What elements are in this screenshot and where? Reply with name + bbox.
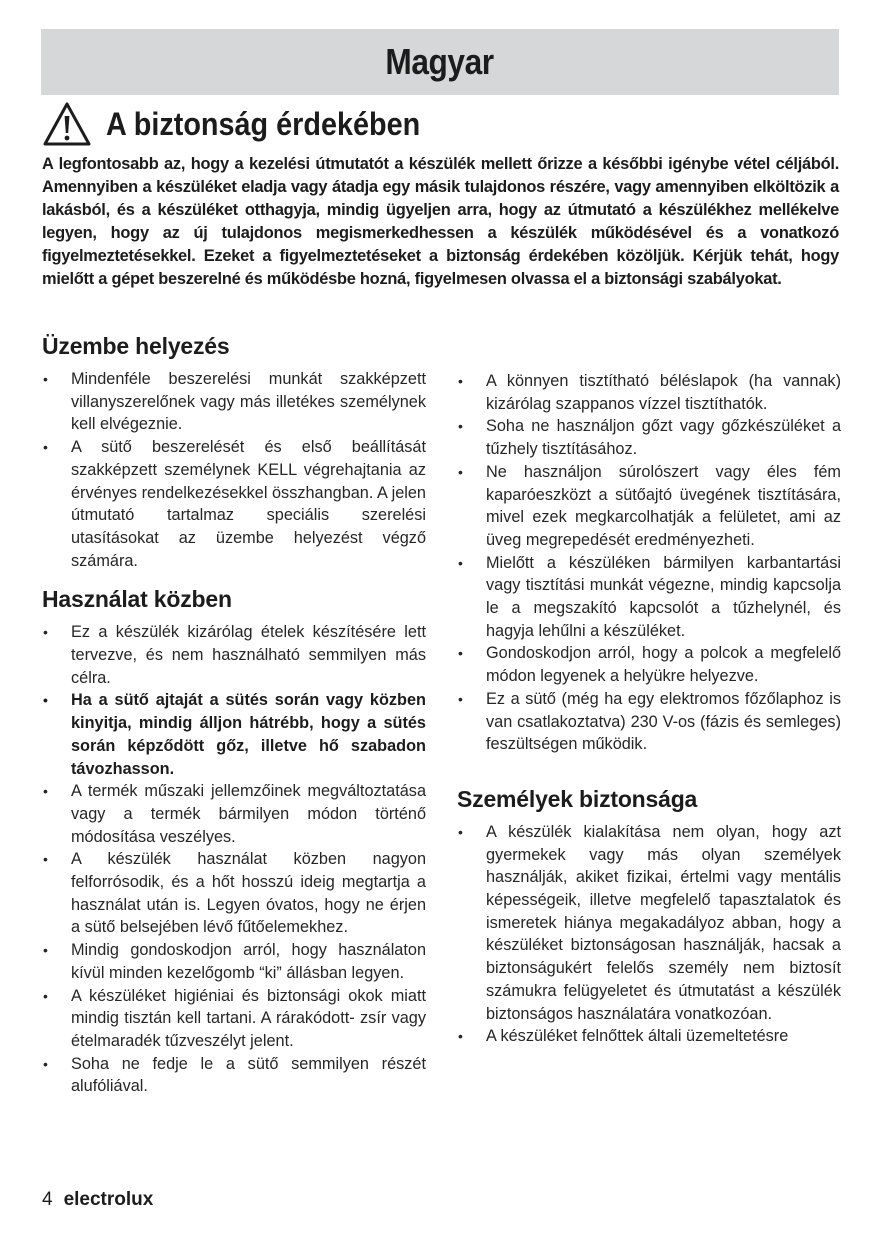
warning-triangle-icon (42, 101, 92, 147)
list-item: • A készüléket felnőttek általi üzemeltetésre (457, 1025, 841, 1048)
language-header-bar (41, 29, 839, 95)
list-item: • Soha ne használjon gőzt vagy gőzkészüléket a tűzhely tisztításához. (458, 417, 841, 459)
list-item: • Ne használjon súrolószert vagy éles fém kaparóeszközt a sütőajtó üvegének tisztítására, mivel ezek megkarcolhatják a felületet, ami az üveg megrepedését eredményezheti. (458, 462, 841, 549)
installation-list (42, 368, 426, 572)
list-item: • A termék műszaki jellemzőinek megváltoztatása vagy a termék bármilyen módon történő módosítása veszélyes. (43, 782, 426, 846)
bullet-icon: • (43, 624, 48, 641)
heading-personal-safety: Személyek biztonsága (457, 785, 698, 812)
list-item: • Mindig gondoskodjon arról, hogy használaton kívül minden kezelőgomb “ki” állásban legyen. (43, 941, 426, 982)
bullet-icon: • (458, 690, 463, 707)
intro-paragraph: A legfontosabb az, hogy a kezelési útmutatót a készülék mellett őrizze a későbbi igénybe vétel céljából. Amennyiben a készüléket eladja vagy átadja egy másik tulajdonos részére, vagy amennyiben elköltözik a lakásból, és a készüléket otthagyja, mindig ügyeljen arra, hogy az útmutató a készülékhez mellékelve legyen, hogy az új tulajdonos megismerkedhessen a készülék működésével és a vonatkozó figyelmeztetésekkel. Ezeket a figyelmeztetéseket a biztonság érdekében közöljük. Kérjük tehát, hogy mielőtt a gépet beszerelné és működésbe hozná, figyelmesen olvassa el a biztonsági szabályokat. (42, 155, 839, 288)
brand-logo-text: electrolux (63, 1189, 154, 1210)
heading-installation: Üzembe helyezés (42, 333, 230, 359)
page-number: 4 (42, 1189, 53, 1210)
bullet-icon: • (43, 439, 48, 456)
bullet-icon: • (43, 851, 48, 868)
list-item: • A készüléket higiéniai és biztonsági okok miatt mindig tisztán kell tartani. A rárakódott- zsír vagy ételmaradék tűzveszélyt jelent. (43, 986, 426, 1050)
list-item: • A készülék használat közben nagyon felforrósodik, és a hőt hosszú ideig megtartja a használat után is. Legyen óvatos, hogy ne érjen a sütő belsejében lévő fűtőelemekhez. (43, 850, 426, 937)
bullet-icon: • (43, 783, 48, 800)
page-footer (42, 1189, 153, 1211)
list-item: • Gondoskodjon arról, hogy a polcok a megfelelő módon legyenek a helyükre helyezve. (458, 644, 841, 686)
list-item: • Ez a készülék kizárólag ételek készítésére lett tervezve, és nem használható semmilyen más célra. (43, 623, 426, 687)
bullet-icon: • (43, 942, 48, 959)
bullet-icon: • (458, 463, 463, 480)
language-title: Magyar (385, 41, 495, 82)
bullet-icon: • (43, 692, 48, 709)
page-title: A biztonság érdekében (106, 105, 421, 142)
left-column (42, 333, 426, 1098)
list-item: • A sütő beszerelését és első beállítását szakképzett személynek KELL végrehajtania az érvényes rendelkezésekkel összhangban. A jelen útmutató tartalmaz speciális szerelési utasításokat az üzembe helyezést végző számára. (43, 438, 426, 570)
bullet-icon: • (458, 418, 463, 435)
right-column (457, 370, 841, 1048)
bullet-icon: • (43, 1055, 48, 1072)
bullet-icon: • (458, 823, 463, 840)
bullet-icon: • (43, 987, 48, 1004)
during-use-list (42, 621, 426, 1098)
list-item: • A készülék kialakítása nem olyan, hogy azt gyermekek vagy más olyan személyek használják, akiket fizikai, értelmi vagy mentális képességeik, illetve megfelelő tapasztalatok és ismeretek hiánya megakadályoz abban, hogy a készüléket biztonságosan használják, hacsak a biztonságukért felelős személy nem biztosít számukra felügyeletet és útmutatást a készülék biztonságos használatára vonatkozóan. (458, 822, 841, 1023)
list-item: • A könnyen tisztítható béléslapok (ha vannak) kizárólag szappanos vízzel tisztíthatók. (458, 372, 841, 413)
list-item: • Mielőtt a készüléken bármilyen karbantartási vagy tisztítási munkát végezne, mindig kapcsolja le a megszakító kapcsolót a tűzhelynél, és hagyja lehűlni a készüléket. (458, 553, 841, 640)
list-item: • Mindenféle beszerelési munkát szakképzett villanyszerelőnek vagy más illetékes személynek kell elvégeznie. (43, 370, 426, 434)
bullet-icon: • (458, 373, 463, 389)
bullet-icon: • (43, 371, 48, 387)
list-item: • Soha ne fedje le a sütő semmilyen részét alufóliával. (43, 1054, 426, 1096)
list-item: • Ez a sütő (még ha egy elektromos főzőlaphoz is van csatlakoztatva) 230 V-os (fázis és semleges) feszültségen működik. (458, 689, 841, 754)
bullet-icon: • (458, 1028, 463, 1045)
bullet-icon: • (458, 554, 463, 571)
section-title-row (42, 101, 455, 147)
heading-during-use: Használat közben (42, 586, 232, 613)
list-item-warning: • Ha a sütő ajtaját a sütés során vagy közben kinyitja, mindig álljon hátrébb, hogy a sütés során képződött gőz, illetve hő szabadon távozhasson. (43, 691, 426, 778)
cleaning-list (457, 370, 841, 756)
bullet-icon: • (458, 645, 463, 662)
personal-safety-list (457, 821, 841, 1048)
